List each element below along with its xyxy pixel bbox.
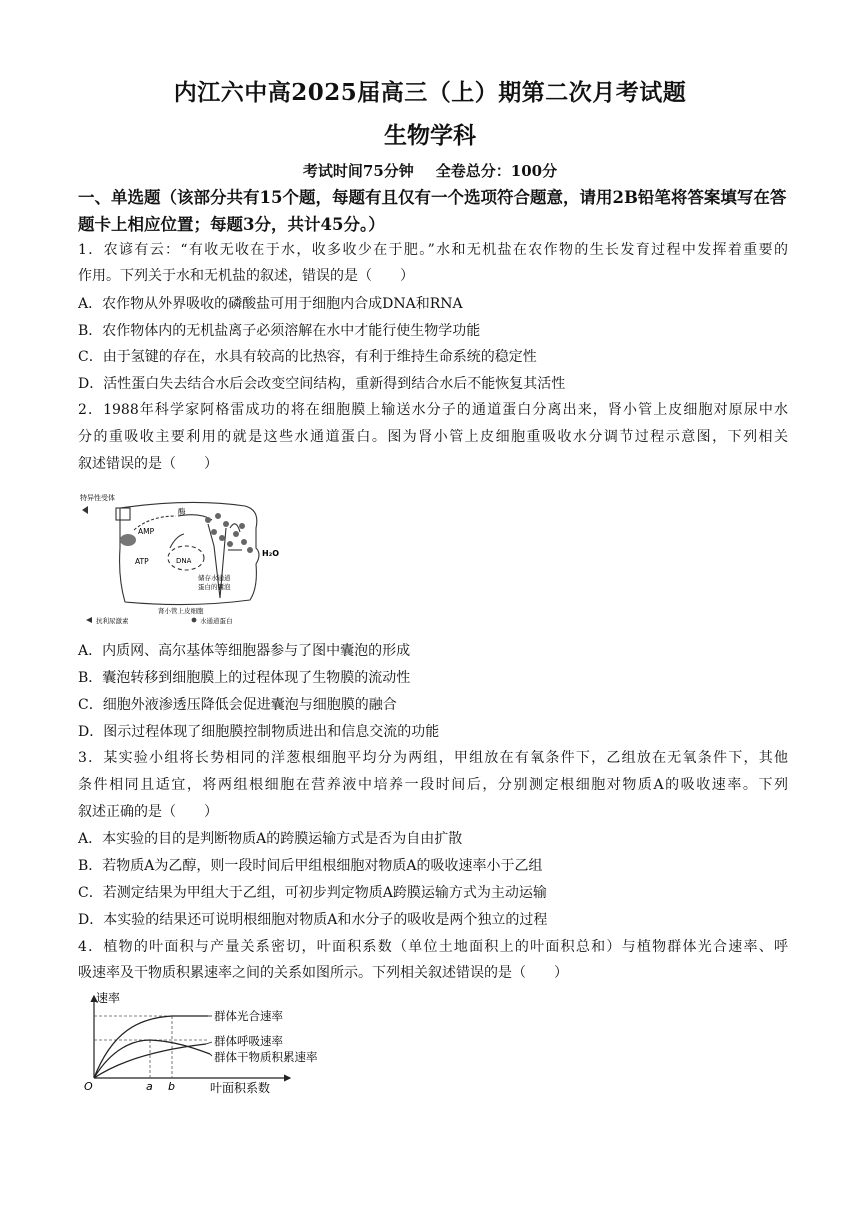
q3-stem-line1: 3．某实验小组将长势相同的洋葱根细胞平均分为两组，甲组放在有氧条件下，乙组放在无氧条件下，其他 [78, 750, 788, 766]
exam-total-score: 全卷总分：100分 [435, 162, 558, 180]
q4-curve3-label: 群体干物质积累速率 [214, 1050, 318, 1064]
q4-curve2-label: 群体呼吸速率 [214, 1034, 283, 1048]
q4-y-axis-label: 速率 [96, 992, 121, 1005]
q4-x-axis-label: 叶面积系数 [210, 1081, 271, 1095]
subject-title: 生物学科 [384, 122, 476, 149]
q2-option-c: C．细胞外液渗透压降低会促进囊泡与细胞膜的融合 [78, 697, 397, 713]
q1-option-c: C．由于氢键的存在，水具有较高的比热容，有利于维持生命系统的稳定性 [78, 349, 537, 365]
q2-stem-line3: 叙述错误的是（ ） [78, 456, 218, 472]
q3-option-d: D．本实验的结果还可说明根细胞对物质A和水分子的吸收是两个独立的过程 [78, 912, 548, 928]
q1-stem-line2: 作用。下列关于水和无机盐的叙述，错误的是（ ） [78, 268, 414, 284]
q4-curve1-label: 群体光合速率 [214, 1009, 283, 1023]
q2-dna-label: DNA [176, 557, 192, 565]
q2-enzyme-label: 酶 [178, 507, 186, 516]
q2-vesicle-label-2: 蛋白的囊泡 [198, 583, 231, 591]
q4-stem-line2: 吸速率及干物质积累速率之间的关系如图所示。下列相关叙述错误的是（ ） [78, 965, 568, 981]
q2-amp-label: AMP [138, 527, 155, 536]
q2-receptor-label: 特异性受体 [80, 494, 115, 502]
q4-figure [78, 992, 368, 1096]
q3-stem-line3: 叙述正确的是（ ） [78, 804, 218, 820]
q2-option-d: D．图示过程体现了细胞膜控制物质进出和信息交流的功能 [78, 724, 440, 740]
q1-option-a: A．农作物从外界吸收的磷酸盐可用于细胞内合成DNA和RNA [78, 296, 463, 312]
q2-stem-line1: 2．1988年科学家阿格雷成功的将在细胞膜上输送水分子的通道蛋白分离出来，肾小管上皮细胞对原尿中水 [78, 402, 788, 418]
q2-legend-hormone: 抗利尿激素 [96, 617, 129, 625]
q2-atp-label: ATP [135, 557, 149, 566]
q1-option-b: B．农作物体内的无机盐离子必须溶解在水中才能行使生物学功能 [78, 323, 481, 339]
q2-cell-label: 肾小管上皮细胞 [158, 607, 204, 615]
q4-tick-b: b [168, 1080, 175, 1093]
exam-time: 考试时间75分钟 [302, 162, 414, 180]
q2-vesicle-label-1: 储存水通道 [198, 574, 231, 582]
q3-stem-line2: 条件相同且适宜，将两组根细胞在营养液中培养一段时间后，分别测定根细胞对物质A的吸收速率。下列 [78, 777, 788, 793]
q3-option-b: B．若物质A为乙醇，则一段时间后甲组根细胞对物质A的吸收速率小于乙组 [78, 858, 543, 874]
q2-option-b: B．囊泡转移到细胞膜上的过程体现了生物膜的流动性 [78, 670, 411, 686]
q4-stem-line1: 4．植物的叶面积与产量关系密切，叶面积系数（单位土地面积上的叶面积总和）与植物群体光合速率、呼 [78, 939, 788, 955]
q2-option-a: A．内质网、高尔基体等细胞器参与了图中囊泡的形成 [78, 643, 411, 659]
q2-legend-channel: 水通道蛋白 [200, 617, 233, 625]
section-heading: 一、单选题（该部分共有15个题，每题有且仅有一个选项符合题意，请用2B铅笔将答案填写在答题卡上相应位置；每题3分，共计45分。） [78, 188, 787, 234]
q4-tick-a: a [146, 1080, 153, 1093]
q2-water-label: H₂O [262, 549, 279, 558]
exam-title: 内江六中高2025届高三（上）期第二次月考试题 [173, 79, 687, 106]
q2-figure [80, 488, 300, 628]
q3-option-a: A．本实验的目的是判断物质A的跨膜运输方式是否为自由扩散 [78, 831, 463, 847]
q1-stem-line1: 1．农谚有云：“有收无收在于水，收多收少在于肥。”水和无机盐在农作物的生长发育过程中发挥着重要的 [78, 242, 788, 258]
q4-origin-label: O [84, 1080, 93, 1093]
q1-option-d: D．活性蛋白失去结合水后会改变空间结构，重新得到结合水后不能恢复其活性 [78, 376, 566, 392]
q2-stem-line2: 分的重吸收主要利用的就是这些水通道蛋白。图为肾小管上皮细胞重吸收水分调节过程示意图，下列相关 [78, 429, 788, 445]
exam-info [0, 160, 860, 181]
q3-option-c: C．若测定结果为甲组大于乙组，可初步判定物质A跨膜运输方式为主动运输 [78, 885, 547, 901]
